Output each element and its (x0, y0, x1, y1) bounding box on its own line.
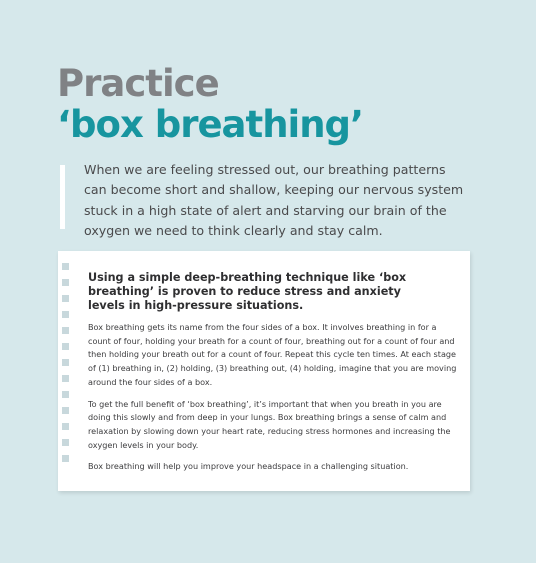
notebook-hole (62, 359, 69, 366)
notebook-hole (62, 439, 69, 446)
card-paragraph-2: To get the full benefit of ‘box breathing’, it’s important that when you breath in you are doing this slowly and from deep in your lungs. Box breathing brings a sense of calm and relaxation by slowing down your heart rate, reducing stress hormones and increasing the oxygen levels in your body. (88, 398, 451, 450)
notebook-holes (62, 263, 69, 471)
notebook-hole (62, 455, 69, 462)
notebook-hole (62, 423, 69, 430)
notebook-hole (62, 407, 69, 414)
intro-paragraph: When we are feeling stressed out, our breathing patterns can become short and shallow, keeping our nervous system stuck in a high state of alert and starving our brain of the oxygen we need to think clearly and stay calm. (84, 162, 464, 238)
notebook-hole (62, 311, 69, 318)
page-title-line-1: Practice (57, 62, 219, 105)
notebook-hole (62, 295, 69, 302)
info-card (58, 251, 470, 491)
notebook-hole (62, 343, 69, 350)
notebook-hole (62, 391, 69, 398)
notebook-hole (62, 263, 69, 270)
notebook-hole (62, 327, 69, 334)
page-title-line-2: ‘box breathing’ (57, 103, 364, 146)
card-body (88, 321, 458, 482)
notebook-hole (62, 279, 69, 286)
card-lead-text: Using a simple deep-breathing technique like ‘box breathing’ is proven to reduce stress and anxiety levels in high-pressure situations. (88, 271, 407, 313)
card-paragraph-1: Box breathing gets its name from the four sides of a box. It involves breathing in for a count of four, holding your breath for a count of four, breathing out for a count of four and then holding your breath out for a count of four. Repeat this cycle ten times. At each stage of (1) breathing in, (2) holding, (3) breathing out, (4) holding, imagine that you are moving around the four sides of a box. (88, 322, 457, 387)
card-paragraph-3: Box breathing will help you improve your headspace in a challenging situation. (88, 461, 409, 472)
notebook-hole (62, 375, 69, 382)
intro-accent-bar (60, 165, 65, 229)
